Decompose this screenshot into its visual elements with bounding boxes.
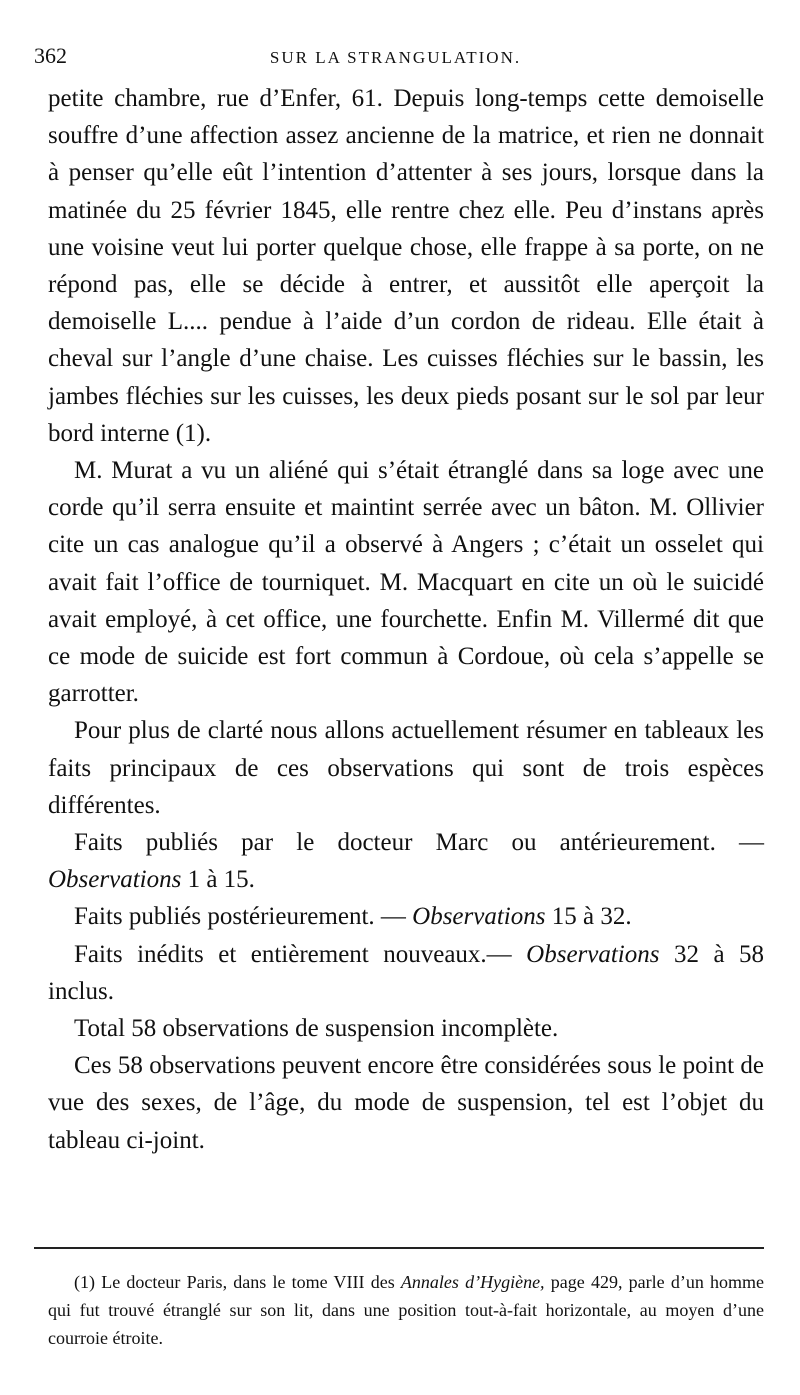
book-page <box>34 38 764 1159</box>
paragraph-5-observations: Observations <box>412 903 546 931</box>
paragraph-7: Total 58 observations de suspension incomplète. <box>74 1015 559 1043</box>
paragraph-8: Ces 58 observations peuvent encore être considérées sous le point de vue des sexes, de l’âge, du mode de suspension, tel est l’objet du tableau ci-joint. <box>48 1052 764 1154</box>
paragraph-6-range: 32 à 58 inclus. <box>48 940 765 1005</box>
page-header <box>34 38 764 74</box>
footnote-text-after: page 429, parle d’un homme qui fut trouvé étranglé sur son lit, dans une position tout-à-fait horizontale, au moyen d’une courroie étroite. <box>48 1272 765 1348</box>
page-number: 362 <box>34 43 67 68</box>
paragraph-4 <box>48 824 764 898</box>
paragraph-4-text: Faits publiés par le docteur Marc ou antérieurement. — <box>74 829 764 857</box>
body-text <box>48 80 764 1159</box>
paragraph-5 <box>48 898 764 935</box>
paragraph-2: M. Murat a vu un aliéné qui s’était étranglé dans sa loge avec une corde qu’il serra ensuite et maintint serrée avec un bâton. M. Ollivier cite un cas analogue qu’il a observé à Angers ; c’était un osselet qui avait fait l’office de tourniquet. M. Macquart en cite un où le suicidé avait employé, à cet office, une fourchette. Enfin M. Villermé dit que ce mode de suicide est fort commun à Cordoue, où cela s’appelle se garrotter. <box>48 457 764 708</box>
footnote-journal-title: Annales d’Hygiène, <box>400 1272 545 1292</box>
paragraph-4-range: 1 à 15. <box>187 866 255 894</box>
footnote-text-before: Le docteur Paris, dans le tome VIII des <box>101 1272 395 1292</box>
footnote <box>48 1268 764 1352</box>
footnote-marker: (1) <box>74 1272 95 1292</box>
footnote-paragraph <box>48 1268 764 1352</box>
paragraph-1: petite chambre, rue d’Enfer, 61. Depuis long-temps cette demoiselle souffre d’une affection assez ancienne de la matrice, et rien ne donnait à penser qu’elle eût l’intention d’attenter à ses jours, lorsque dans la matinée du 25 février 1845, elle rentre chez elle. Peu d’instans après une voisine veut lui porter quelque chose, elle frappe à sa porte, on ne répond pas, elle se décide à entrer, et aussitôt elle aperçoit la demoiselle L.... pendue à l’aide d’un cordon de rideau. Elle était à cheval sur l’angle d’une chaise. Les cuisses fléchies sur le bassin, les jambes fléchies sur les cuisses, les deux pieds posant sur le sol par leur bord interne (1). <box>48 85 764 447</box>
paragraph-3: Pour plus de clarté nous allons actuellement résumer en tableaux les faits principaux de ces observations qui sont de trois espèces différentes. <box>48 717 764 819</box>
running-head: SUR LA STRANGULATION. <box>269 48 522 67</box>
paragraph-4-observations: Observations <box>48 866 182 894</box>
paragraph-6-text: Faits inédits et entièrement nouveaux.— <box>74 940 512 968</box>
paragraph-5-range: 15 à 32. <box>551 903 632 931</box>
paragraph-6-observations: Observations <box>526 940 660 968</box>
footnote-rule <box>34 1247 764 1249</box>
paragraph-6 <box>48 936 764 1010</box>
paragraph-5-text: Faits publiés postérieurement. — <box>74 903 406 931</box>
